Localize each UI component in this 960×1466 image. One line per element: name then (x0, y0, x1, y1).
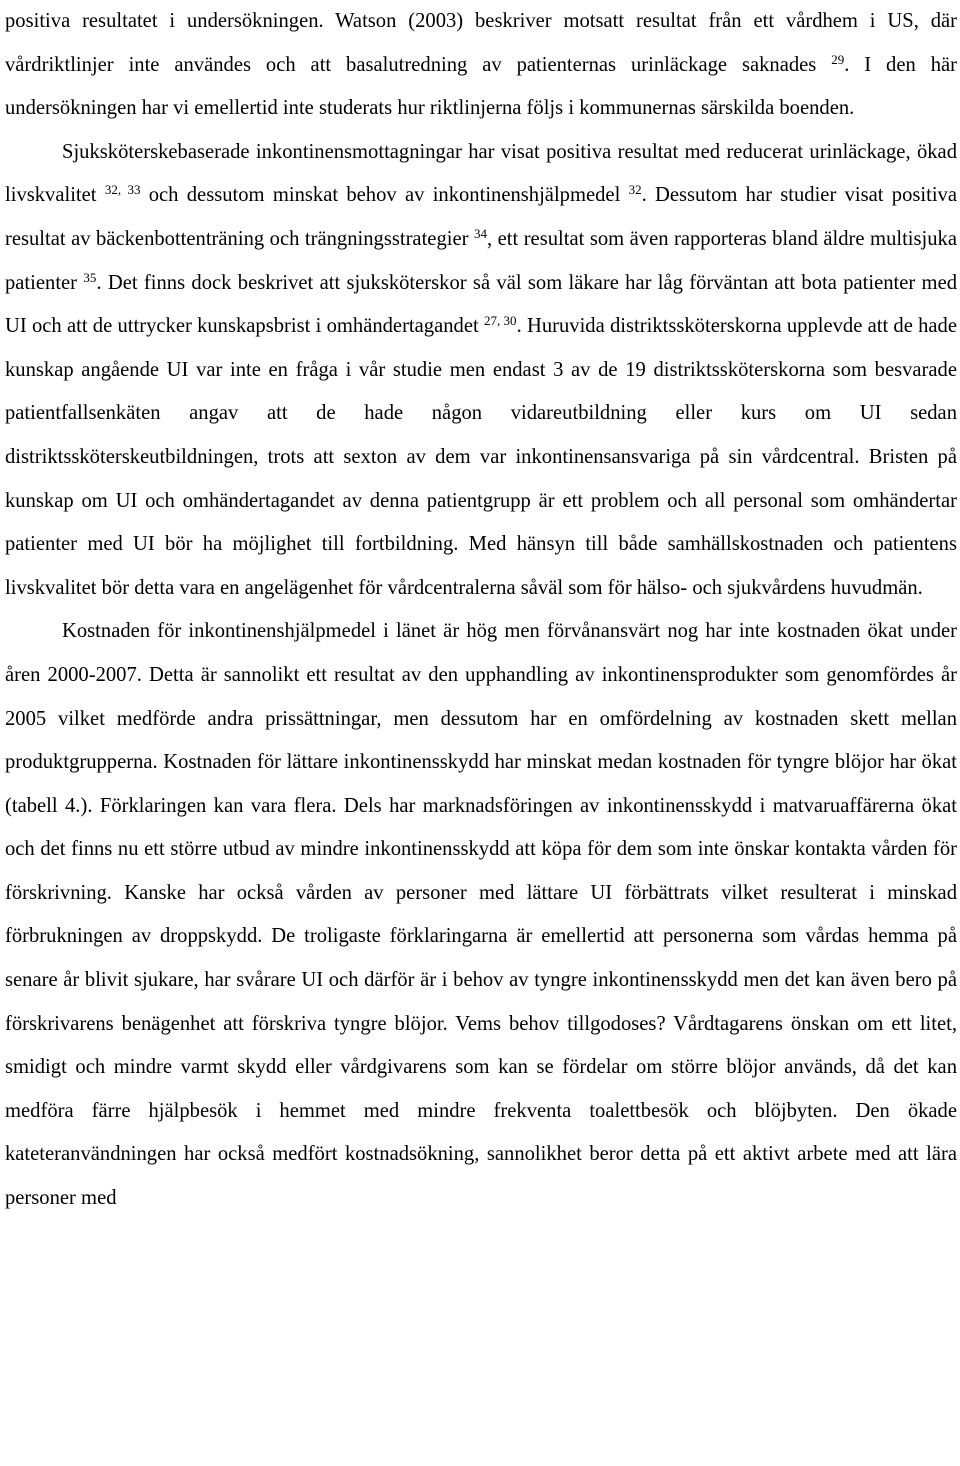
paragraph-2-text-d: , ett resultat som även rapporteras bland äldre multisjuka patienter (5, 227, 957, 294)
paragraph-3-text-a: Kostnaden för inkontinenshjälpmedel i länet är hög men förvånansvärt nog har inte kostnaden ökat under åren 2000-2007. Detta är sannolikt ett resultat av den upphandling av inkontinensprodukter som genomfördes år 2005 vilket medförde andra prissättningar, men dessutom har en omfördelning av kostnaden skett mellan produktgrupperna. Kostnaden för lättare inkontinensskydd har minskat medan kostnaden för tyngre blöjor har ökat (tabell 4.). Förklaringen kan vara flera. Dels har marknadsföringen av inkontinensskydd i matvaruaffärerna ökat och det finns nu ett större utbud av mindre inkontinensskydd att köpa för dem som inte önskar kontakta vården för förskrivning. Kanske har också vården av personer med lättare UI förbättrats vilket resulterat i minskad förbrukningen av droppskydd. De troligaste förklaringarna är emellertid att personerna som vårdas hemma på senare år blivit sjukare, har svårare UI och därför är i behov av tyngre inkontinensskydd men det kan även bero på förskrivarens benägenhet att förskriva tyngre blöjor. Vems behov tillgodoses? Vårdtagarens önskan om ett litet, smidigt och mindre varmt skydd eller vårdgivarens som kan se fördelar om större blöjor används, då det kan medföra färre hjälpbesök i hemmet med mindre frekventa toalettbesök och blöjbyten. Den ökade kateteranvändningen har också medfört kostnadsökning, sannolikhet beror detta på ett aktivt arbete med att lära personer med (5, 620, 957, 1210)
paragraph-2-text-e: . Det finns dock beskrivet att sjuksköterskor så väl som läkare har låg förväntan att bota patienter med UI och att de uttrycker kunskapsbrist i omhändertagandet (5, 271, 958, 338)
paragraph-2 (5, 131, 957, 611)
paragraph-2-text-c: . Dessutom har studier visat positiva resultat av bäckenbottenträning och trängningsstrategier (5, 184, 957, 250)
citation-27-30: 27, 30 (483, 313, 517, 329)
citation-29: 29 (831, 51, 845, 67)
citation-35: 35 (83, 269, 97, 285)
paragraph-1 (5, 0, 957, 131)
paragraph-1-text-b: . I den här undersökningen har vi emellertid inte studerats hur riktlinjerna följs i kommunernas särskilda boenden. (5, 53, 958, 120)
citation-34: 34 (473, 225, 487, 241)
document-page (5, 0, 957, 1221)
paragraph-2-text-f: . Huruvida distriktssköterskorna upplevde att de hade kunskap angående UI var inte en fråga i vår studie men endast 3 av de 19 distriktssköterskorna som besvarade patientfallsenkäten angav att de hade någon vidareutbildning eller kurs om UI sedan distriktssköterskeutbildningen, trots att sexton av dem var inkontinensansvariga på sin vårdcentral. Bristen på kunskap om UI och omhändertagandet av denna patientgrupp är ett problem och all personal som omhändertar patienter med UI bör ha möjlighet till fortbildning. Med hänsyn till både samhällskostnaden och patientens livskvalitet bör detta vara en angelägenhet för vårdcentralerna såväl som för hälso- och sjukvårdens huvudmän. (5, 315, 957, 599)
citation-32: 32 (628, 182, 642, 198)
paragraph-3 (5, 610, 957, 1220)
citation-32-33: 32, 33 (104, 182, 141, 198)
paragraph-1-text-a: positiva resultatet i undersökningen. Watson (2003) beskriver motsatt resultat från ett vårdhem i US, där vårdriktlinjer inte användes och att basalutredning av patienternas urinläckage saknades (5, 10, 957, 76)
paragraph-2-text-a: Sjuksköterskebaserade inkontinensmottagningar har visat positiva resultat med reducerat urinläckage, ökad livskvalitet (5, 140, 957, 207)
paragraph-2-text-b: och dessutom minskat behov av inkontinenshjälpmedel (140, 184, 629, 207)
